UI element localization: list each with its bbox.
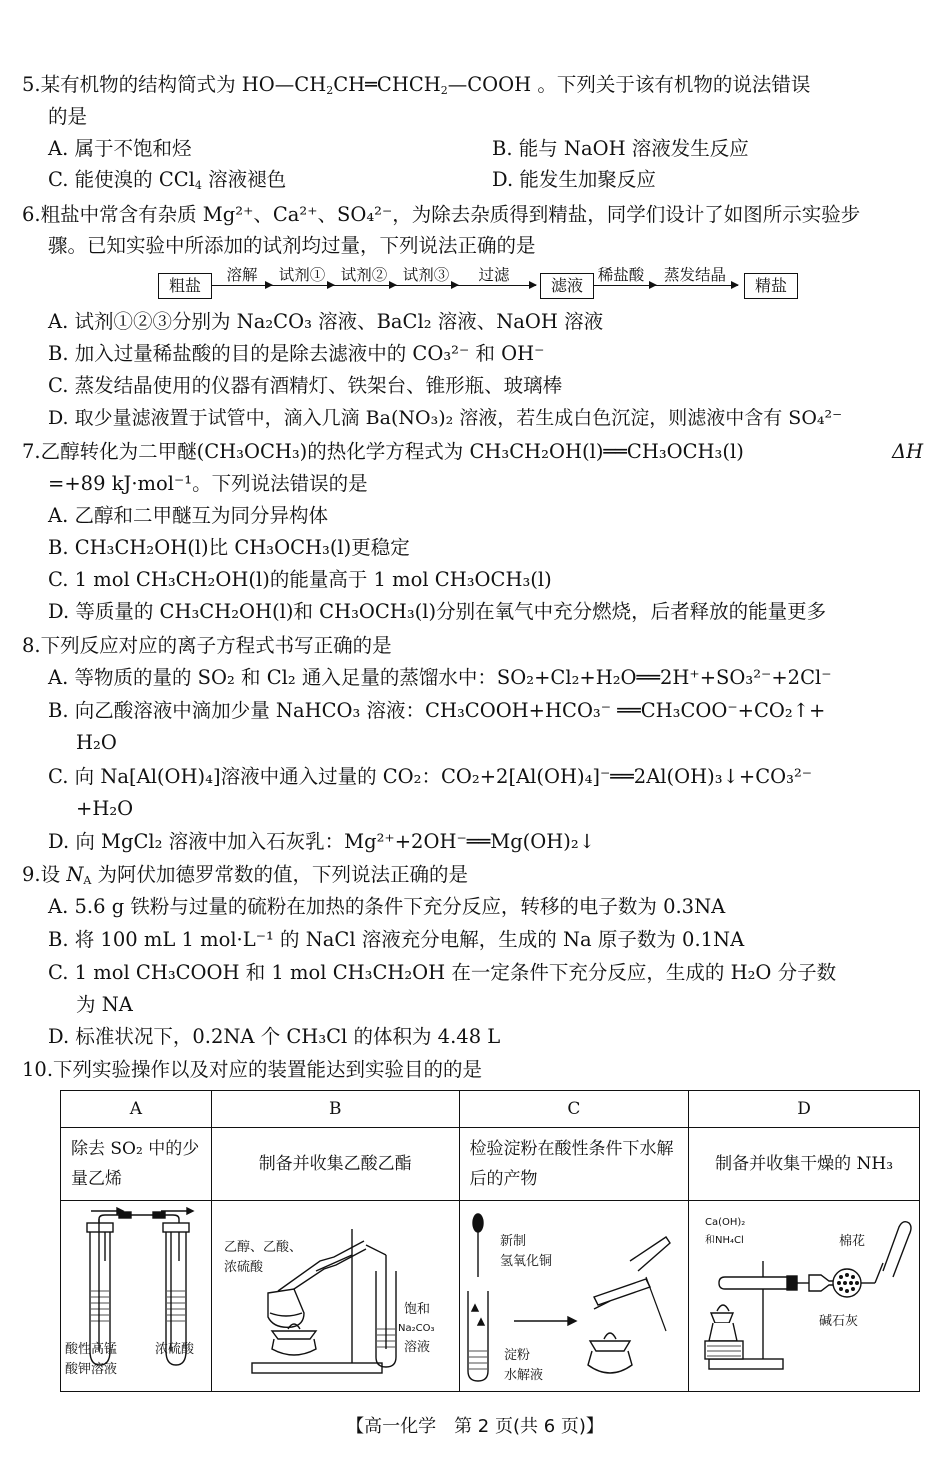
q9-option-c-cont: 为 NA xyxy=(76,993,133,1016)
flow-label-reagent-2: 试剂② xyxy=(340,266,388,284)
q8-option-b: B. 向乙酸溶液中滴加少量 NaHCO₃ 溶液：CH₃COOH+HCO₃⁻ ══CH₃COO⁻+CO₂↑+ xyxy=(48,699,826,722)
q7-delta-h: ΔH xyxy=(892,440,924,463)
label-conc-h2so4: 浓硫酸 xyxy=(155,1342,195,1357)
ammonia-prep-figure xyxy=(689,1201,920,1391)
flow-label-reagent-3: 试剂③ xyxy=(402,266,450,284)
q7-stem: 7.乙醇转化为二甲醚(CH₃OCH₃)的热化学方程式为 CH₃CH₂OH(l)══CH₃OCH₃(l) xyxy=(22,440,744,463)
ester-prep-figure xyxy=(212,1201,460,1391)
flow-label-filter: 过滤 xyxy=(478,266,510,284)
flow-box-refined-salt: 精盐 xyxy=(744,273,798,299)
flow-arrow-1 xyxy=(212,285,272,286)
q5-option-c: C. 能使溴的 CCl$_4$ 溶液褪色 xyxy=(48,168,287,192)
figure-b-cell xyxy=(211,1201,459,1392)
q8-stem: 8.下列反应对应的离子方程式书写正确的是 xyxy=(22,634,392,657)
q8-option-a: A. 等物质的量的 SO₂ 和 Cl₂ 通入足量的蒸馏水中：SO₂+Cl₂+H₂O══2H⁺+SO₃²⁻+2Cl⁻ xyxy=(48,666,832,689)
label-kmno4-1: 酸性高锰 xyxy=(65,1342,118,1357)
flow-arrow-2 xyxy=(272,285,334,286)
page-footer: 【高一化学 第 2 页(共 6 页)】 xyxy=(346,1416,604,1437)
flow-arrow-4 xyxy=(396,285,458,286)
q6-flow-diagram xyxy=(158,266,798,302)
q7-option-d: D. 等质量的 CH₃CH₂OH(l)和 CH₃OCH₃(l)分别在氧气中充分燃烧，后者释放的能量更多 xyxy=(48,600,827,623)
table-header-c: C xyxy=(459,1091,689,1128)
figure-a-cell xyxy=(61,1201,212,1392)
q5-stem-cont: 的是 xyxy=(48,105,88,128)
q5-option-a: A. 属于不饱和烃 xyxy=(48,137,192,160)
label-soda-lime: 碱石灰 xyxy=(819,1314,859,1329)
q7-option-b: B. CH₃CH₂OH(l)比 CH₃OCH₃(l)更稳定 xyxy=(48,536,410,559)
q6-option-c: C. 蒸发结晶使用的仪器有酒精灯、铁架台、锥形瓶、玻璃棒 xyxy=(48,374,563,397)
q6-option-d: D. 取少量滤液置于试管中，滴入几滴 Ba(NO₃)₂ 溶液，若生成白色沉淀，则滤液中含有 SO₄²⁻ xyxy=(48,407,843,429)
q6-option-a: A. 试剂①②③分别为 Na₂CO₃ 溶液、BaCl₂ 溶液、NaOH 溶液 xyxy=(48,310,604,333)
figure-d-cell xyxy=(689,1201,920,1392)
starch-hydrolysis-figure xyxy=(460,1201,690,1391)
label-starch: 淀粉 xyxy=(503,1348,530,1363)
q9-option-a: A. 5.6 g 铁粉与过量的硫粉在加热的条件下充分反应，转移的电子数为 0.3NA xyxy=(48,895,726,918)
flow-box-filtrate: 滤液 xyxy=(540,273,594,299)
label-solution: 溶液 xyxy=(403,1340,430,1355)
table-header-a: A xyxy=(61,1091,212,1128)
table-header-d: D xyxy=(689,1091,920,1128)
label-reagents-1: 乙醇、乙酸、 xyxy=(223,1240,302,1255)
q6-stem: 6.粗盐中常含有杂质 Mg²⁺、Ca²⁺、SO₄²⁻，为除去杂质得到精盐，同学们设计了如图所示实验步 xyxy=(22,203,861,226)
aim-b: 制备并收集乙酸乙酯 xyxy=(211,1128,459,1201)
q9-option-d: D. 标准状况下，0.2NA 个 CH₃Cl 的体积为 4.48 L xyxy=(48,1025,501,1048)
flow-arrow-6 xyxy=(594,285,656,286)
flow-arrow-7 xyxy=(656,285,738,286)
label-cotton: 棉花 xyxy=(839,1234,866,1249)
table-header-b: B xyxy=(211,1091,459,1128)
flow-arrow-5 xyxy=(458,285,536,286)
q7-option-a: A. 乙醇和二甲醚互为同分异构体 xyxy=(48,504,328,527)
q7-stem-cont: =+89 kJ·mol⁻¹。下列说法错误的是 xyxy=(48,472,368,495)
label-kmno4-2: 酸钾溶液 xyxy=(65,1362,118,1377)
label-na2co3: Na₂CO₃ xyxy=(397,1323,435,1334)
flow-box-crude-salt: 粗盐 xyxy=(158,273,212,299)
flow-label-reagent-1: 试剂① xyxy=(278,266,326,284)
q6-stem-cont: 骤。已知实验中所添加的试剂均过量，下列说法正确的是 xyxy=(48,234,536,257)
flow-label-dilute-hcl: 稀盐酸 xyxy=(597,266,645,284)
label-hydrolysate: 水解液 xyxy=(503,1368,543,1383)
label-fresh: 新制 xyxy=(499,1234,526,1249)
label-reagents-2: 浓硫酸 xyxy=(223,1260,263,1275)
q5-option-b: B. 能与 NaOH 溶液发生反应 xyxy=(492,137,749,160)
flow-arrow-3 xyxy=(334,285,396,286)
q8-option-c-cont: +H₂O xyxy=(76,797,134,820)
label-ca-oh2: Ca(OH)₂ xyxy=(705,1217,746,1228)
q9-option-c: C. 1 mol CH₃COOH 和 1 mol CH₃CH₂OH 在一定条件下充分反应，生成的 H₂O 分子数 xyxy=(48,961,837,984)
q5-option-d: D. 能发生加聚反应 xyxy=(492,168,656,191)
q5-stem: 5.某有机物的结构简式为 $HO—CH_2CH═CHCH_2—COOH$ 。下列关于该有机物的说法错误 xyxy=(22,73,811,97)
flow-label-evaporate: 蒸发结晶 xyxy=(663,266,726,284)
q8-option-d: D. 向 MgCl₂ 溶液中加入石灰乳：Mg²⁺+2OH⁻══Mg(OH)₂↓ xyxy=(48,830,596,853)
q10-stem: 10.下列实验操作以及对应的装置能达到实验目的的是 xyxy=(22,1058,483,1081)
figure-c-cell xyxy=(459,1201,689,1392)
q9-stem: 9.设 $N_A$ 为阿伏加德罗常数的值，下列说法正确的是 xyxy=(22,863,469,887)
q8-option-c: C. 向 Na[Al(OH)₄]溶液中通入过量的 CO₂：CO₂+2[Al(OH)₄]⁻══2Al(OH)₃↓+CO₃²⁻ xyxy=(48,765,813,788)
aim-c: 检验淀粉在酸性条件下水解后的产物 xyxy=(459,1128,689,1201)
q8-option-b-cont: H₂O xyxy=(76,731,117,754)
q10-options-table xyxy=(60,1090,920,1392)
label-cu-oh2: 氢氧化铜 xyxy=(499,1254,552,1269)
q9-option-b: B. 将 100 mL 1 mol·L⁻¹ 的 NaCl 溶液充分电解，生成的 Na 原子数为 0.1NA xyxy=(48,928,745,951)
label-saturated: 饱和 xyxy=(403,1302,430,1317)
q7-option-c: C. 1 mol CH₃CH₂OH(l)的能量高于 1 mol CH₃OCH₃(l) xyxy=(48,568,552,591)
aim-a: 除去 SO₂ 中的少量乙烯 xyxy=(61,1128,212,1201)
flow-label-dissolve: 溶解 xyxy=(226,266,258,284)
gas-wash-bottles-figure xyxy=(61,1201,212,1391)
q6-option-b: B. 加入过量稀盐酸的目的是除去滤液中的 CO₃²⁻ 和 OH⁻ xyxy=(48,342,545,365)
label-nh4cl: 和NH₄Cl xyxy=(705,1235,745,1246)
aim-d: 制备并收集干燥的 NH₃ xyxy=(689,1128,920,1201)
